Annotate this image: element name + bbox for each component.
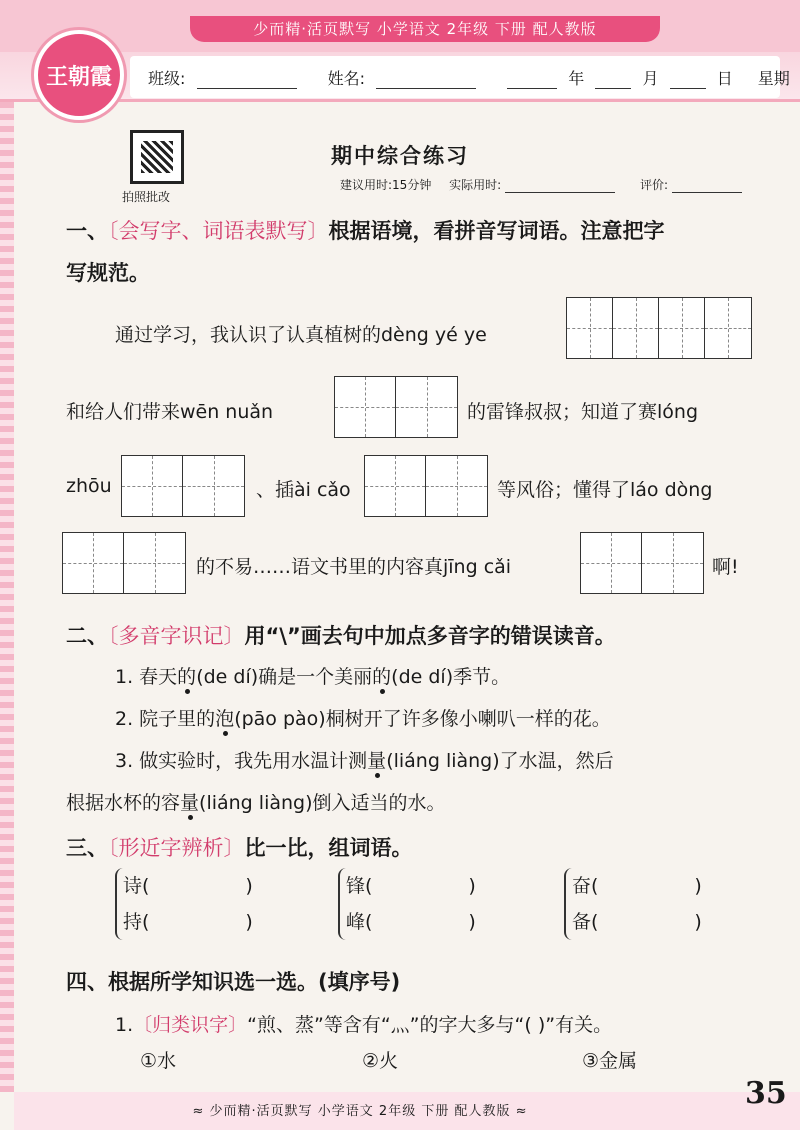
side-strip (0, 102, 14, 1092)
fill-line-4a: 的不易……语文书里的内容真jīng cǎi (196, 556, 512, 578)
rating-field[interactable] (672, 181, 742, 193)
answer-grid-4[interactable] (364, 455, 488, 517)
year-label: 年 (568, 69, 585, 88)
timing-info (340, 176, 615, 193)
fill-line-3b: 、插ài cǎo (256, 479, 351, 501)
question-2-2: 2. 院子里的泡(pāo pào)桐树开了许多像小喇叭一样的花。 (115, 708, 611, 730)
section3-instruction: 比一比，组词语。 (244, 836, 413, 860)
question-4-1: 1.〔归类识字〕“煎、蒸”等含有“灬”的字大多与“( )”有关。 (115, 1014, 613, 1036)
fill-line-2a: 和给人们带来wēn nuǎn (66, 401, 274, 423)
section1-number: 一、 (66, 219, 108, 243)
section3-tag: 〔形近字辨析〕 (108, 836, 245, 860)
fill-line-3a: zhōu (66, 475, 112, 497)
answer-grid-6[interactable] (580, 532, 704, 594)
question-2-1: 1. 春天的(de dí)确是一个美丽的(de dí)季节。 (115, 666, 511, 688)
fill-line-2b: 的雷锋叔叔；知道了赛lóng (467, 401, 699, 423)
page-title: 期中综合练习 (331, 144, 469, 168)
qr-label: 拍照批改 (122, 190, 171, 204)
answer-grid-2[interactable] (334, 376, 458, 438)
section2-tag: 〔多音字识记〕 (108, 624, 245, 648)
actual-time-label: 实际用时: (449, 178, 502, 192)
series-title: 少而精·活页默写 小学语文 2年级 下册 配人教版 (190, 16, 660, 42)
section3-number: 三、 (66, 836, 108, 860)
fill-line-1: 通过学习，我认识了认真植树的dèng yé ye (115, 324, 487, 346)
question-2-3-cont: 根据水杯的容量(liáng liàng)倒入适当的水。 (66, 792, 446, 814)
class-label: 班级: (148, 69, 186, 88)
answer-grid-1[interactable] (566, 297, 752, 359)
question-2-3: 3. 做实验时，我先用水温计测量(liáng liàng)了水温，然后 (115, 750, 614, 772)
section2-heading (66, 620, 616, 650)
year-field[interactable] (507, 73, 557, 89)
name-label: 姓名: (327, 69, 365, 88)
answer-grid-3[interactable] (121, 455, 245, 517)
name-field[interactable] (376, 73, 476, 89)
fill-line-4b: 啊! (712, 556, 739, 578)
word-pair-1: 诗( ) 持( ) (115, 868, 253, 940)
section1-heading-cont: 写规范。 (66, 261, 150, 285)
rating-info (640, 176, 742, 193)
word-pair-3: 奋( ) 备( ) (564, 868, 702, 940)
section4-heading: 四、根据所学知识选一选。(填序号) (66, 970, 401, 994)
day-field[interactable] (670, 73, 706, 89)
section1-heading (66, 215, 665, 245)
section1-tag: 〔会写字、词语表默写〕 (108, 219, 329, 243)
day-label: 日 (716, 69, 733, 88)
section3-heading (66, 832, 413, 862)
fill-line-3c: 等风俗；懂得了láo dòng (497, 479, 713, 501)
logo-text: 王朝霞 (45, 63, 112, 90)
question-4-1-tag: 〔归类识字〕 (133, 1014, 248, 1036)
month-field[interactable] (595, 73, 631, 89)
footer-text: ≈ 少而精·活页默写 小学语文 2年级 下册 配人教版 ≈ (192, 1104, 528, 1119)
weekday-label: 星期 (757, 69, 790, 88)
student-info-card (130, 56, 790, 98)
month-label: 月 (642, 69, 659, 88)
brand-logo (34, 30, 124, 120)
option-1[interactable]: ①水 (140, 1050, 177, 1072)
suggested-time: 建议用时:15分钟 (340, 178, 432, 192)
option-2[interactable]: ②火 (362, 1050, 399, 1072)
class-field[interactable] (197, 73, 297, 89)
page-number: 35 (745, 1076, 787, 1111)
section2-instruction: 用“\”画去句中加点多音字的错误读音。 (244, 624, 616, 648)
rating-label: 评价: (640, 178, 669, 192)
actual-time-field[interactable] (505, 181, 615, 193)
section1-instruction: 根据语境，看拼音写词语。注意把字 (328, 219, 665, 243)
word-pair-2: 锋( ) 峰( ) (338, 868, 476, 940)
section2-number: 二、 (66, 624, 108, 648)
answer-grid-5[interactable] (62, 532, 186, 594)
option-3[interactable]: ③金属 (582, 1050, 638, 1072)
